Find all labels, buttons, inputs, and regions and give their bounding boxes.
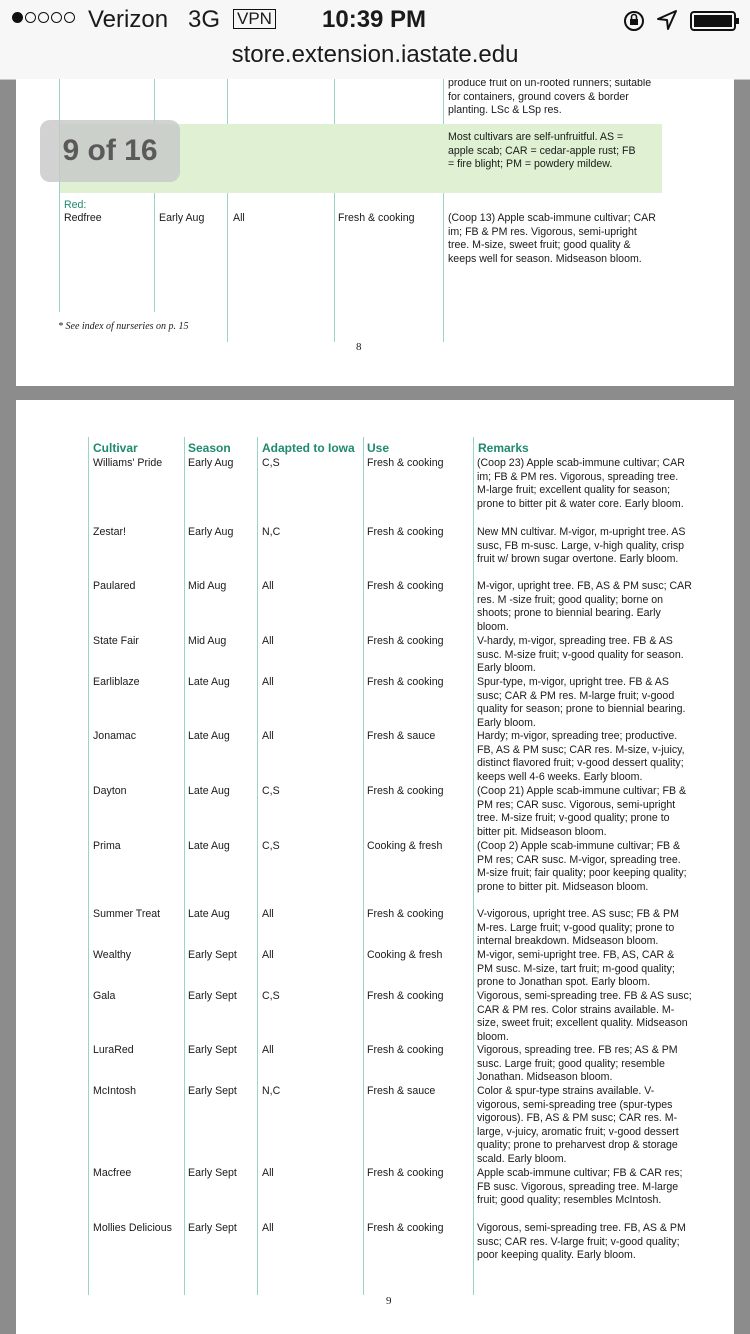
adapted-cell: All [262, 1222, 274, 1234]
remarks-cell: V-vigorous, upright tree. AS susc; FB & PM M-res. Large fruit; v-good quality; prone to internal breakdown. Midseason bloom. [477, 908, 679, 948]
remarks-cell: Apple scab-immune cultivar; FB & CAR res; FB susc. Vigorous, spreading tree. M-large fruit; good quality; resembles McIntosh. [477, 1167, 683, 1207]
cultivar-name: Summer Treat [93, 908, 161, 920]
cultivar-name: State Fair [93, 635, 139, 647]
adapted-cell: All [262, 676, 274, 688]
signal-strength-icon [12, 12, 75, 23]
season-cell: Early Sept [188, 949, 237, 961]
use-cell: Fresh & cooking [367, 526, 444, 538]
season-cell: Late Aug [188, 785, 230, 797]
remarks-cell: New MN cultivar. M-vigor, m-upright tree. AS susc, FB m-susc. Large, v-high quality, crisp fruit w/ brown sugar overtone. Early bloom. [477, 526, 686, 566]
column-header-cultivar: Cultivar [93, 441, 138, 455]
season-cell: Late Aug [188, 676, 230, 688]
cultivar-name: LuraRed [93, 1044, 134, 1056]
adapted-cell: C,S [262, 457, 280, 469]
clock: 10:39 PM [322, 6, 427, 33]
remarks-cell: (Coop 2) Apple scab-immune cultivar; FB & PM res; CAR susc. M-vigor, spreading tree. M-size fruit; fair quality; poor keeping quality; prone to bitter pit. Midseason bloom. [477, 840, 687, 893]
adapted-cell: All [262, 1167, 274, 1179]
cultivar-name: McIntosh [93, 1085, 136, 1097]
adapted-cell: All [262, 1044, 274, 1056]
season-cell: Mid Aug [188, 635, 227, 647]
adapted-cell: N,C [262, 1085, 281, 1097]
adapted-cell: C,S [262, 785, 280, 797]
season-cell: Early Aug [188, 526, 234, 538]
location-arrow-icon [656, 9, 678, 31]
season-cell: Early Aug [159, 212, 205, 224]
use-cell: Fresh & cooking [367, 1167, 444, 1179]
season-cell: Late Aug [188, 908, 230, 920]
cultivar-name: Prima [93, 840, 121, 852]
remarks-cell: M-vigor, semi-upright tree. FB, AS, CAR & PM susc. M-size, tart fruit; m-good quality; prone to Jonathan spot. Early bloom. [477, 949, 675, 989]
use-cell: Fresh & cooking [367, 908, 444, 920]
url-text[interactable]: store.extension.iastate.edu [231, 41, 519, 68]
carrier-label: Verizon [88, 6, 169, 33]
adapted-cell: C,S [262, 840, 280, 852]
use-cell: Cooking & fresh [367, 840, 443, 852]
adapted-cell: All [262, 730, 274, 742]
season-cell: Early Sept [188, 1167, 237, 1179]
use-cell: Fresh & sauce [367, 1085, 436, 1097]
remarks-cell: Color & spur-type strains available. V-vigorous, semi-spreading tree (spur-types vigorous). FB, AS & PM susc; CAR res. M-large, v-juicy, aromatic fruit; v-good dessert quality; prone to preharvest drop & storage scald. Early bloom. [477, 1085, 679, 1165]
column-header-use: Use [367, 441, 390, 455]
footnote: * See index of nurseries on p. 15 [58, 321, 189, 332]
remark-text: Most cultivars are self-unfruitful. AS = apple scab; CAR = cedar-apple rust; FB = fire blight; PM = powdery mildew. [448, 131, 636, 171]
cultivar-name: Dayton [93, 785, 127, 797]
remarks-cell: Hardy; m-vigor, spreading tree; productive. FB, AS & PM susc; CAR res. M-size, v-juicy, distinct flavored fruit; v-good dessert quality; keeps well 4-6 weeks. Early bloom. [477, 730, 685, 783]
rotation-lock-icon [622, 9, 646, 33]
remarks-cell: Vigorous, semi-spreading tree. FB & AS susc; CAR & PM res. Color strains available. M-size, sweet fruit; excellent quality. Midseason bloom. [477, 990, 692, 1043]
battery-icon [690, 10, 742, 32]
use-cell: Fresh & cooking [367, 1222, 444, 1234]
network-type: 3G [188, 6, 221, 33]
column-header-adapted: Adapted to Iowa [262, 441, 355, 455]
use-cell: Fresh & cooking [367, 1044, 444, 1056]
cultivar-name: Gala [93, 990, 116, 1002]
adapted-cell: All [262, 580, 274, 592]
cultivar-name: Jonamac [93, 730, 136, 742]
remarks-cell: (Coop 13) Apple scab-immune cultivar; CAR im; FB & PM res. Vigorous, semi-upright tree. M-size, sweet fruit; good quality & keeps well for season. Midseason bloom. [448, 212, 656, 265]
use-cell: Fresh & cooking [367, 676, 444, 688]
season-cell: Early Aug [188, 457, 234, 469]
remarks-cell: V-hardy, m-vigor, spreading tree. FB & AS susc. M-size fruit; v-good quality for season. Early bloom. [477, 635, 684, 675]
season-cell: Late Aug [188, 840, 230, 852]
adapted-cell: All [262, 635, 274, 647]
adapted-cell: All [233, 212, 245, 224]
remarks-cell: Vigorous, semi-spreading tree. FB, AS & PM susc; CAR res. V-large fruit; v-good quality; poor keeping quality. Early bloom. [477, 1222, 686, 1262]
cultivar-name: Zestar! [93, 526, 126, 538]
use-cell: Fresh & cooking [338, 212, 415, 224]
season-cell: Mid Aug [188, 580, 227, 592]
section-label: Red: [64, 199, 87, 211]
use-cell: Fresh & cooking [367, 990, 444, 1002]
address-bar[interactable] [0, 40, 750, 80]
use-cell: Fresh & sauce [367, 730, 436, 742]
use-cell: Fresh & cooking [367, 457, 444, 469]
column-header-remarks: Remarks [478, 441, 529, 455]
use-cell: Cooking & fresh [367, 949, 443, 961]
remarks-cell: Spur-type, m-vigor, upright tree. FB & AS susc; CAR & PM res. M-large fruit; v-good quality for season; prone to biennial bearing. Early bloom. [477, 676, 686, 729]
remark-text: produce fruit on un-rooted runners; suitable for containers, ground covers & border planting. LSc & LSp res. [448, 79, 652, 117]
remarks-cell: M-vigor, upright tree. FB, AS & PM susc; CAR res. M -size fruit; good quality; borne on shoots; prone to biennial bearing. Early bloom. [477, 580, 692, 633]
page-indicator: 9 of 16 [40, 120, 180, 182]
pdf-page-9 [16, 400, 734, 1334]
remarks-cell: (Coop 23) Apple scab-immune cultivar; CAR im; FB & PM res. Vigorous, spreading tree. M-large fruit; excellent quality for season; prone to bitter pit & water core. Early bloom. [477, 457, 685, 510]
cultivar-name: Williams' Pride [93, 457, 163, 469]
page-number: 9 [386, 1295, 392, 1307]
adapted-cell: All [262, 908, 274, 920]
season-cell: Early Sept [188, 1222, 237, 1234]
adapted-cell: All [262, 949, 274, 961]
remarks-cell: (Coop 21) Apple scab-immune cultivar; FB & PM res; CAR susc. Vigorous, semi-upright tree. M-size fruit; v-good quality; prone to bitter pit. Midseason bloom. [477, 785, 687, 838]
cultivar-name: Paulared [93, 580, 136, 592]
season-cell: Early Sept [188, 990, 237, 1002]
adapted-cell: C,S [262, 990, 280, 1002]
use-cell: Fresh & cooking [367, 635, 444, 647]
season-cell: Late Aug [188, 730, 230, 742]
remarks-cell: Vigorous, spreading tree. FB res; AS & PM susc. Large fruit; good quality; resemble Jonathan. Midseason bloom. [477, 1044, 678, 1084]
vpn-badge: VPN [233, 9, 276, 29]
cultivar-name: Macfree [93, 1167, 132, 1179]
use-cell: Fresh & cooking [367, 785, 444, 797]
adapted-cell: N,C [262, 526, 281, 538]
season-cell: Early Sept [188, 1085, 237, 1097]
use-cell: Fresh & cooking [367, 580, 444, 592]
page-number: 8 [356, 341, 362, 353]
status-bar [0, 0, 750, 40]
cultivar-name: Mollies Delicious [93, 1222, 172, 1234]
season-cell: Early Sept [188, 1044, 237, 1056]
column-header-season: Season [188, 441, 231, 455]
cultivar-name: Earliblaze [93, 676, 140, 688]
cultivar-name: Wealthy [93, 949, 132, 961]
cultivar-name: Redfree [64, 212, 102, 224]
